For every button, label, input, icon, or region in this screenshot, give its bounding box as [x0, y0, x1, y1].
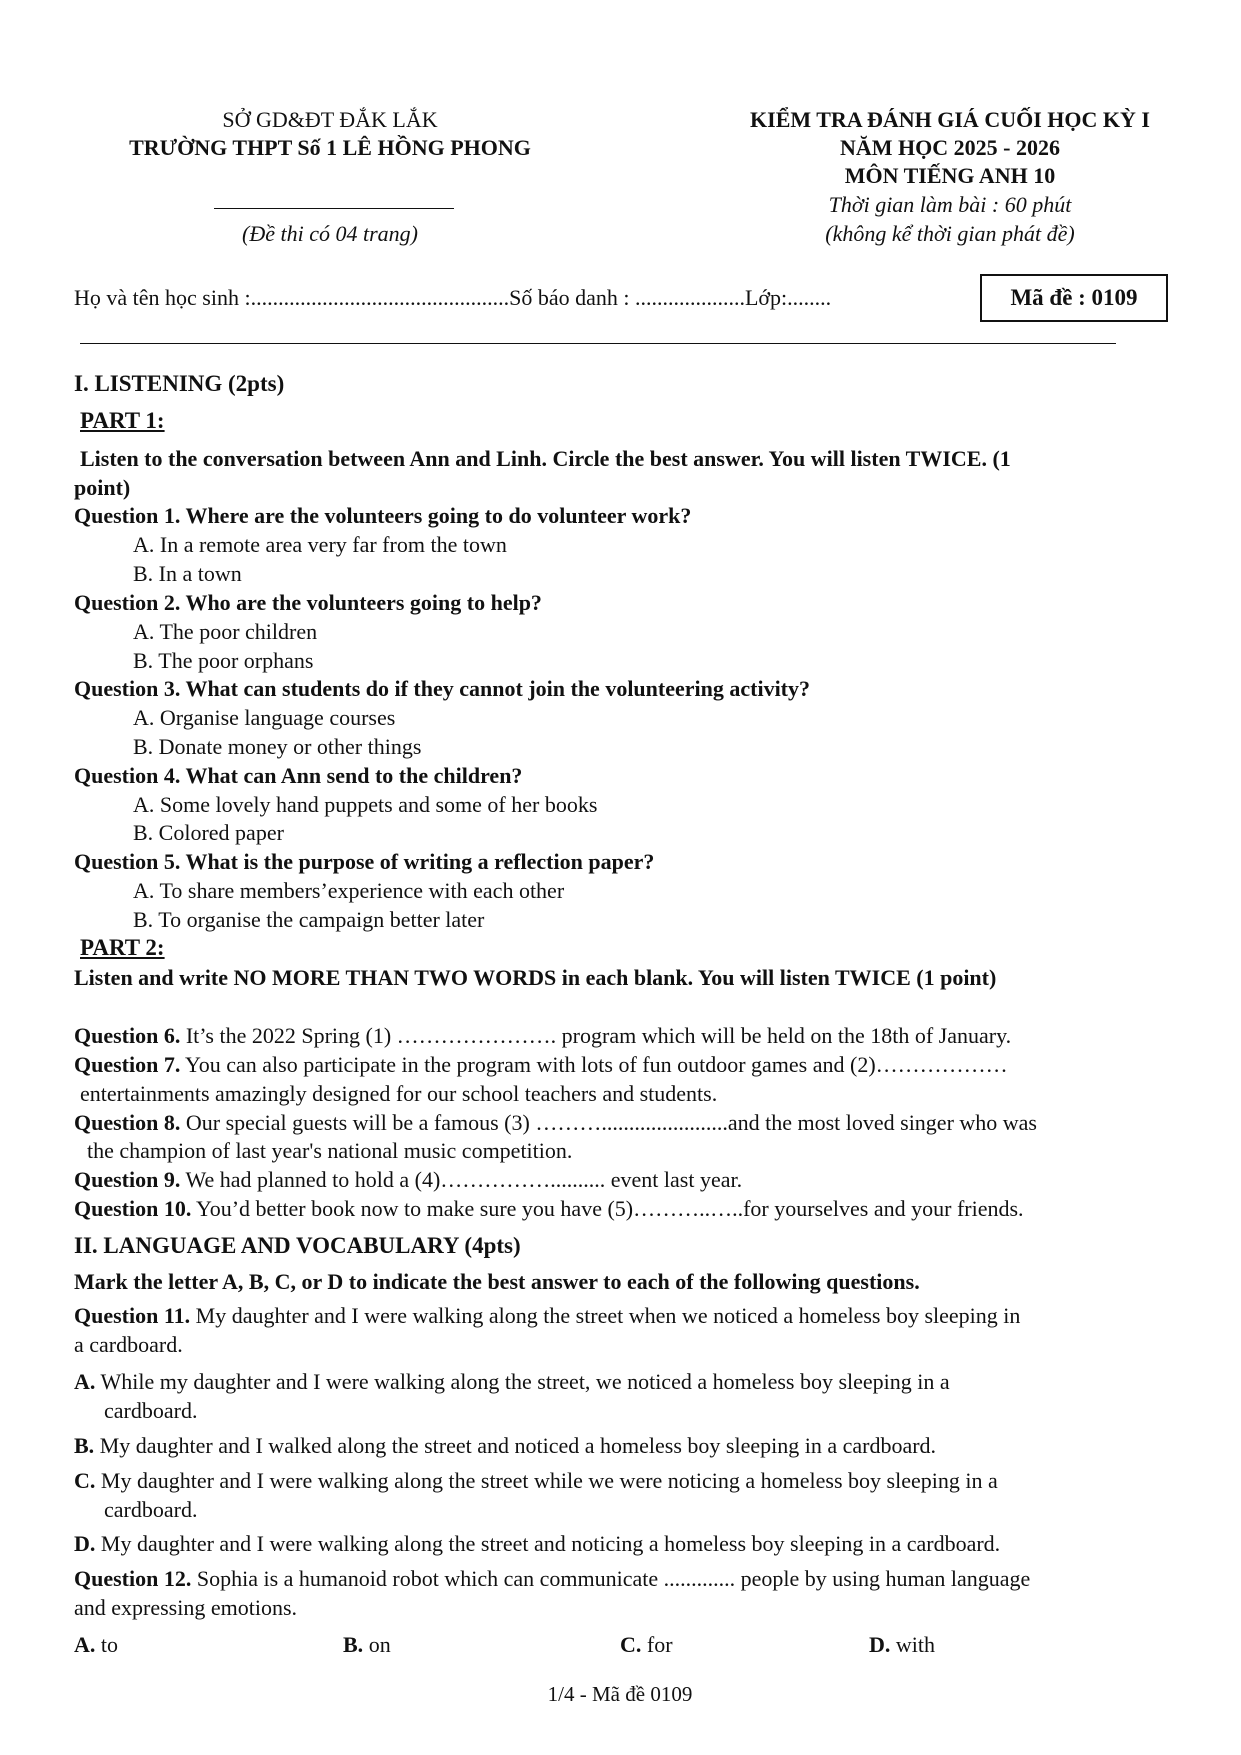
page-footer: 1/4 - Mã đề 0109 [547, 1682, 693, 1706]
question-11-option-a [74, 1369, 950, 1395]
section-listening-title: I. LISTENING (2pts) [74, 371, 285, 396]
department-name: SỞ GD&ĐT ĐẮK LẮK [222, 107, 438, 132]
question-2-option-a: A. The poor children [133, 619, 318, 644]
question-12-option-c [620, 1632, 673, 1658]
question-11-option-c-cont: cardboard. [104, 1497, 198, 1522]
question-11-option-c-label: C. [74, 1468, 96, 1493]
part1-heading: PART 1: [80, 408, 165, 433]
question-11-option-d [74, 1531, 1000, 1557]
question-11 [74, 1303, 1020, 1329]
question-7-label: Question 7. [74, 1052, 181, 1077]
header-divider-left [214, 208, 454, 209]
question-6-text: It’s the 2022 Spring (1) …………………. program which will be held on the 18th of January. [180, 1023, 1012, 1048]
question-11-option-b-text: My daughter and I walked along the street and noticed a homeless boy sleeping in a cardboard. [94, 1433, 937, 1458]
question-10-text: You’d better book now to make sure you have (5)………..…..for yourselves and your friends. [191, 1196, 1024, 1221]
question-12-option-a-text: to [95, 1632, 119, 1657]
question-12-cont: and expressing emotions. [74, 1595, 298, 1620]
question-5: Question 5. What is the purpose of writing a reflection paper? [74, 849, 655, 874]
exam-title: KIỂM TRA ĐÁNH GIÁ CUỐI HỌC KỲ I [750, 107, 1150, 132]
question-11-label: Question 11. [74, 1303, 191, 1328]
question-12-option-a-label: A. [74, 1632, 96, 1657]
question-3-option-a: A. Organise language courses [133, 705, 396, 730]
question-9-label: Question 9. [74, 1167, 181, 1192]
question-11-option-d-label: D. [74, 1531, 96, 1556]
question-12-label: Question 12. [74, 1566, 192, 1591]
question-11-cont: a cardboard. [74, 1332, 183, 1357]
question-12-option-d-label: D. [869, 1632, 891, 1657]
subject: MÔN TIẾNG ANH 10 [844, 163, 1056, 188]
question-1-option-b: B. In a town [133, 561, 242, 586]
question-6 [74, 1023, 1011, 1049]
question-7 [74, 1052, 1008, 1078]
student-info-line: Họ và tên học sinh :...............................................Số báo danh : ....................Lớp:........ [74, 285, 832, 310]
question-9 [74, 1167, 742, 1193]
question-3-option-b: B. Donate money or other things [133, 734, 422, 759]
question-11-option-a-text: While my daughter and I were walking along the street, we noticed a homeless boy sleeping in a [95, 1369, 950, 1394]
question-12-option-c-text: for [641, 1632, 673, 1657]
question-6-label: Question 6. [74, 1023, 181, 1048]
question-4-option-a: A. Some lovely hand puppets and some of her books [133, 792, 598, 817]
question-12-option-b-label: B. [343, 1632, 364, 1657]
part1-instruction: Listen to the conversation between Ann and Linh. Circle the best answer. You will listen TWICE. (1 [80, 446, 1011, 471]
school-name: TRƯỜNG THPT Số 1 LÊ HỒNG PHONG [129, 135, 531, 160]
exam-time-note: (không kể thời gian phát đề) [825, 221, 1075, 246]
question-5-option-b: B. To organise the campaign better later [133, 907, 485, 932]
exam-code: Mã đề : 0109 [1010, 285, 1138, 310]
question-11-option-a-label: A. [74, 1369, 96, 1394]
part2-instruction: Listen and write NO MORE THAN TWO WORDS in each blank. You will listen TWICE (1 point) [74, 965, 997, 990]
exam-code-box [980, 274, 1168, 322]
question-12-option-a [74, 1632, 118, 1658]
part1-instruction-cont: point) [74, 475, 131, 500]
question-12 [74, 1566, 1030, 1592]
question-12-option-d [869, 1632, 935, 1658]
question-8-text: Our special guests will be a famous (3) ……….......................and the most loved singer who was [180, 1110, 1037, 1135]
question-7-text: You can also participate in the program with lots of fun outdoor games and (2)……………… [180, 1052, 1008, 1077]
question-11-option-c-text: My daughter and I were walking along the street while we were noticing a homeless boy sleeping in a [95, 1468, 998, 1493]
question-5-option-a: A. To share members’experience with each other [133, 878, 565, 903]
question-12-option-c-label: C. [620, 1632, 642, 1657]
question-11-option-c [74, 1468, 998, 1494]
question-8-cont: the champion of last year's national music competition. [87, 1138, 573, 1163]
question-1-option-a: A. In a remote area very far from the town [133, 532, 507, 557]
question-3: Question 3. What can students do if they cannot join the volunteering activity? [74, 676, 811, 701]
question-9-text: We had planned to hold a (4)…………….......... event last year. [180, 1167, 743, 1192]
question-4-option-b: B. Colored paper [133, 820, 284, 845]
exam-time: Thời gian làm bài : 60 phút [828, 192, 1072, 217]
question-1: Question 1. Where are the volunteers going to do volunteer work? [74, 503, 692, 528]
question-7-cont: entertainments amazingly designed for our school teachers and students. [80, 1081, 718, 1106]
question-11-option-a-cont: cardboard. [104, 1398, 198, 1423]
question-10 [74, 1196, 1024, 1222]
header-divider-main [80, 343, 1116, 344]
question-11-option-b-label: B. [74, 1433, 95, 1458]
question-10-label: Question 10. [74, 1196, 192, 1221]
question-11-text: My daughter and I were walking along the street when we noticed a homeless boy sleeping in [190, 1303, 1021, 1328]
question-12-text: Sophia is a humanoid robot which can communicate ............. people by using human language [191, 1566, 1031, 1591]
section-language-title: II. LANGUAGE AND VOCABULARY (4pts) [74, 1233, 521, 1258]
question-8 [74, 1110, 1037, 1136]
question-2-option-b: B. The poor orphans [133, 648, 314, 673]
question-11-option-b [74, 1433, 936, 1459]
part2-heading: PART 2: [80, 935, 165, 960]
question-11-option-d-text: My daughter and I were walking along the street and noticing a homeless boy sleeping in a cardboard. [95, 1531, 1001, 1556]
question-12-option-b [343, 1632, 391, 1658]
question-8-label: Question 8. [74, 1110, 181, 1135]
question-2: Question 2. Who are the volunteers going to help? [74, 590, 542, 615]
question-4: Question 4. What can Ann send to the children? [74, 763, 523, 788]
section-language-instruction: Mark the letter A, B, C, or D to indicate the best answer to each of the following questions. [74, 1269, 920, 1294]
question-12-option-b-text: on [363, 1632, 391, 1657]
question-12-option-d-text: with [890, 1632, 936, 1657]
pages-note: (Đề thi có 04 trang) [242, 221, 418, 246]
school-year: NĂM HỌC 2025 - 2026 [840, 135, 1060, 160]
